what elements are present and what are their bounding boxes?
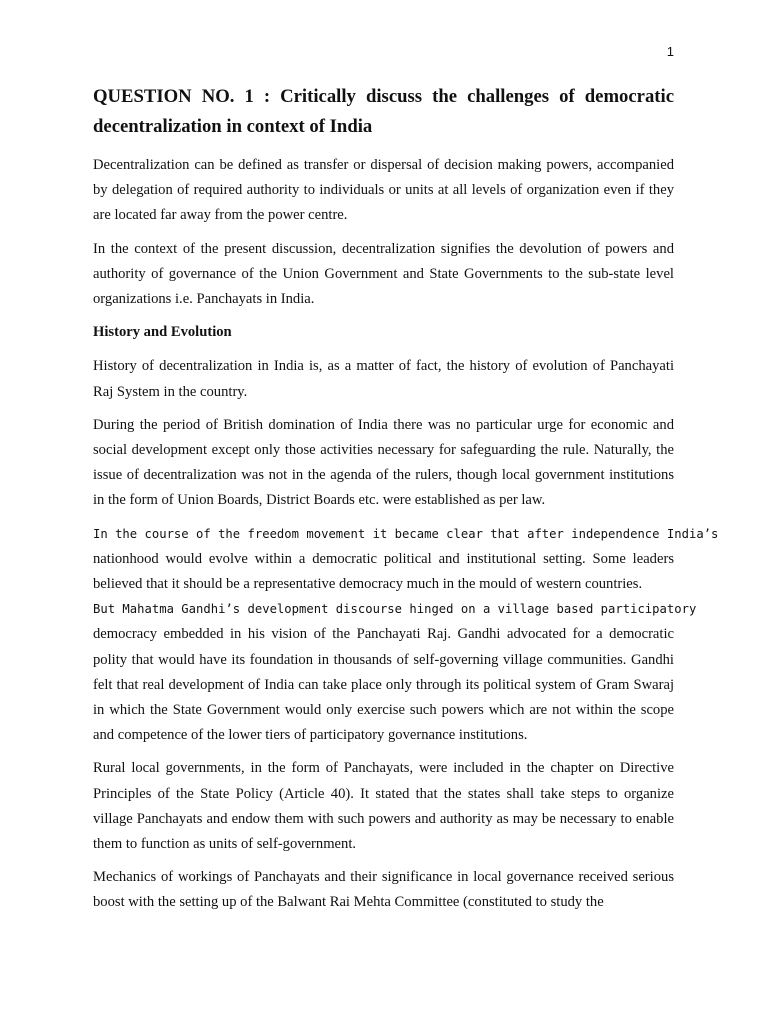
freedom-movement-line-4: But Mahatma Gandhi’s development discourse hinged on a village based participatory [93,602,697,617]
paragraph-directive-principles: Rural local governments, in the form of Panchayats, were included in the chapter on Directive Principles of the State Policy (Article 40). It stated that the states shall take steps to organize village Panchayats and endow them with such powers and authority as may be necessary to enable them to function as units of self-government. [93,760,674,853]
paragraph-context: In the context of the present discussion, decentralization signifies the devolution of powers and authority of governance of the Union Government and State Governments to the sub-state level organizations i.e. Panchayats in India. [93,240,674,308]
freedom-movement-line-1: In the course of the freedom movement it became clear that after independence India’s [93,526,719,541]
question-title: QUESTION NO. 1 : Critically discuss the challenges of democratic decentralization in context of India [93,86,674,137]
freedom-movement-part-3: democracy embedded in his vision of the Panchayati Raj. Gandhi advocated for a democratic polity that would have its foundation in thousands of self-governing village communities. Gandhi felt that real development of India can take place only through its political system of Gram Swaraj in which the State Government would only exercise such powers which are not within the scope and competence of the lower tiers of participatory governance institutions. [93,626,674,744]
document-body [93,82,719,924]
paragraph-freedom-movement [93,522,719,749]
page-number: 1 [666,44,674,59]
paragraph-british-period: During the period of British domination of India there was no particular urge for economic and social development except only those activities necessary for safeguarding the rule. Naturally, the issue of decentralization was not in the agenda of the rulers, though local government institutions in the form of Union Boards, District Boards etc. were established as per law. [93,416,674,509]
section-heading-history: History and Evolution [93,324,232,341]
paragraph-history: History of decentralization in India is, as a matter of fact, the history of evolution of Panchayati Raj System in the country. [93,358,674,400]
paragraph-definition: Decentralization can be defined as transfer or dispersal of decision making powers, accompanied by delegation of required authority to individuals or units at all levels of organization even if they are located far away from the power centre. [93,157,674,224]
freedom-movement-part-2: nationhood would evolve within a democratic political and institutional setting. Some leaders believed that it should be a representative democracy much in the mould of western countries. [93,550,674,593]
paragraph-balwant-rai-mehta: Mechanics of workings of Panchayats and their significance in local governance received serious boost with the setting up of the Balwant Rai Mehta Committee (constituted to study the [93,869,674,911]
